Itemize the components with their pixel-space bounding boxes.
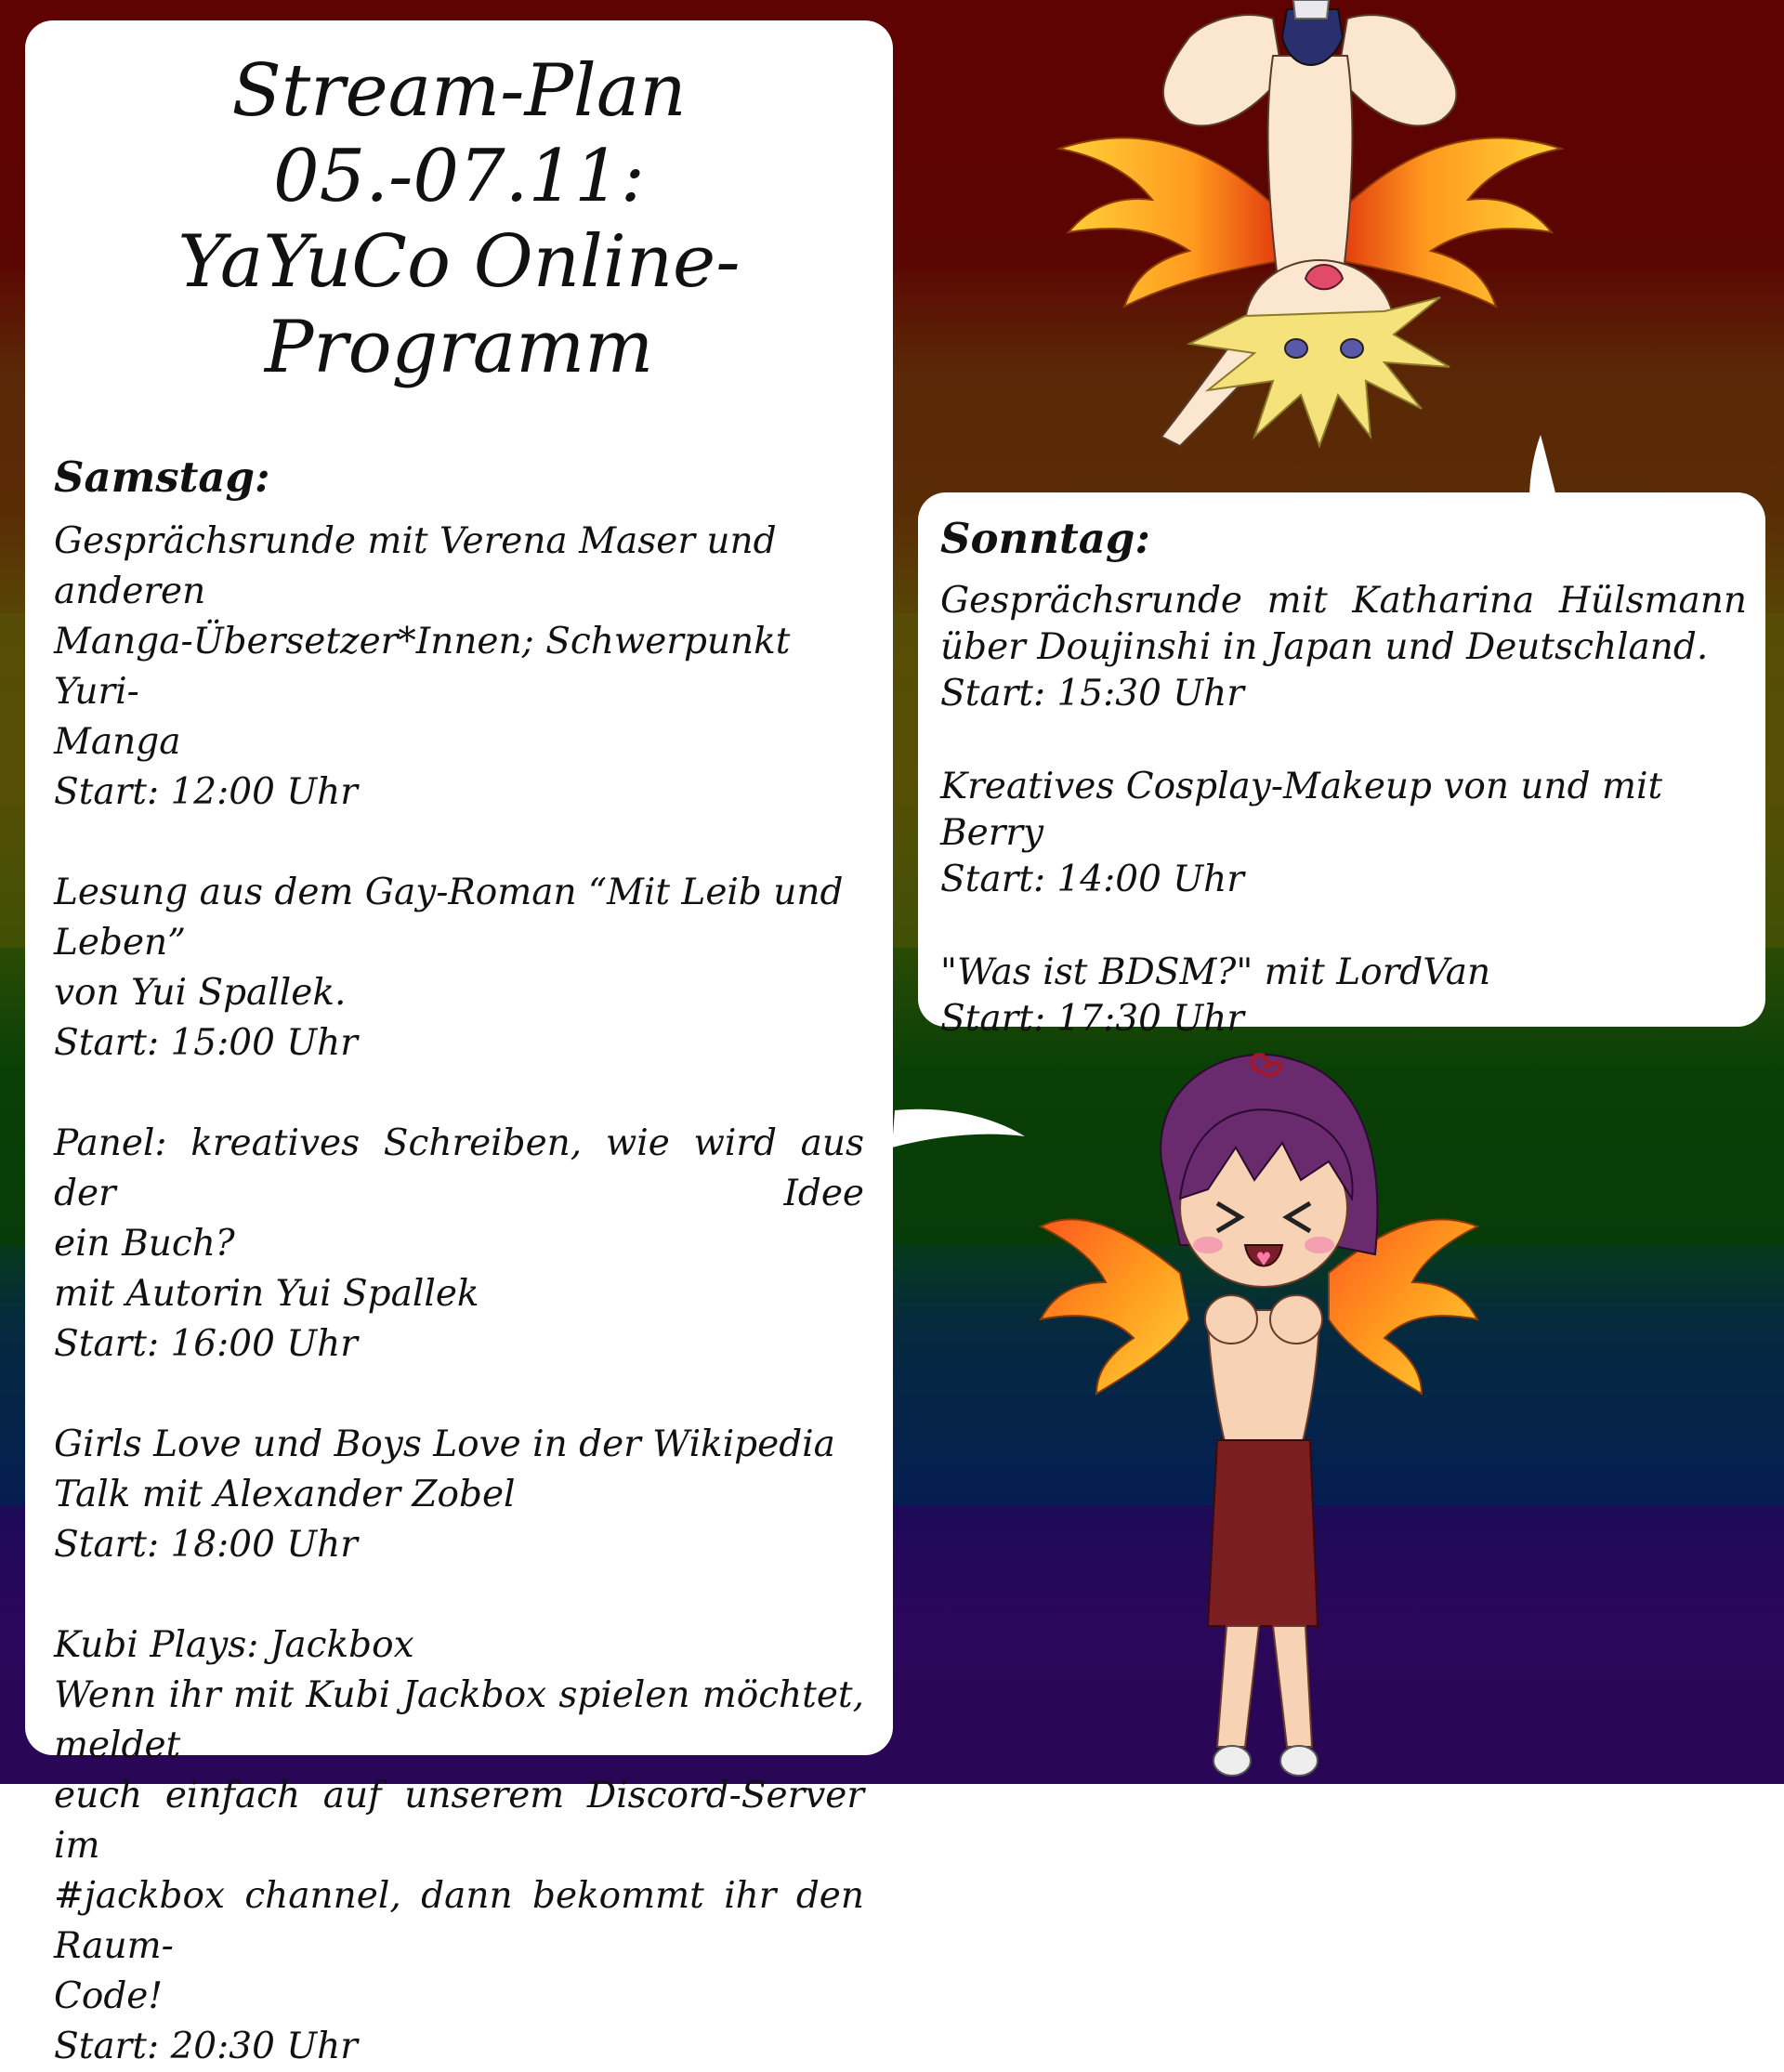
schedule-bubble-left xyxy=(25,20,893,2067)
title-line-2: YaYuCo Online- xyxy=(177,220,741,304)
title-line-3: Programm xyxy=(264,306,654,389)
event-line: Kubi Plays: Jackbox xyxy=(54,1624,414,1666)
title-line-1: Stream-Plan 05.-07.11: xyxy=(231,49,687,218)
event-line: Code! xyxy=(54,1975,164,2017)
event-line: Manga-Übersetzer*Innen; Schwerpunkt Yuri- xyxy=(54,621,791,713)
event-line: Gesprächsrunde mit Katharina Hülsmann xyxy=(940,580,1747,622)
speech-bubble-tail-left xyxy=(887,1101,1027,1157)
samstag-event xyxy=(54,1119,864,1370)
schedule-bubble-right xyxy=(918,492,1765,1040)
sonntag-event xyxy=(940,764,1747,903)
event-line: über Doujinshi in Japan und Deutschland. xyxy=(940,626,1709,668)
event-start-time: Start: 12:00 Uhr xyxy=(54,771,358,813)
event-line: Talk mit Alexander Zobel xyxy=(54,1474,516,1515)
event-start-time: Start: 14:00 Uhr xyxy=(940,859,1244,900)
character-upside-down-illustration xyxy=(1050,0,1570,483)
event-line: Manga xyxy=(54,721,181,763)
event-start-time: Start: 15:00 Uhr xyxy=(54,1022,358,1064)
event-line: #jackbox channel, dann bekommt ihr den Raum- xyxy=(54,1875,864,1967)
event-line: Kreatives Cosplay-Makeup von und mit Berry xyxy=(940,766,1663,854)
event-line: mit Autorin Yui Spallek xyxy=(54,1273,479,1315)
page-title xyxy=(54,48,864,390)
event-start-time: Start: 17:30 Uhr xyxy=(940,998,1244,1040)
samstag-heading: Samstag: xyxy=(54,452,270,502)
event-line: "Was ist BDSM?" mit LordVan xyxy=(940,951,1491,993)
speech-bubble-tail-top xyxy=(1524,427,1561,502)
samstag-event xyxy=(54,1620,864,2072)
samstag-event xyxy=(54,868,864,1069)
event-line: Girls Love und Boys Love in der Wikipedia xyxy=(54,1423,835,1465)
sonntag-event xyxy=(940,950,1747,1043)
event-line: euch einfach auf unserem Discord-Server im xyxy=(54,1775,864,1867)
event-line: Lesung aus dem Gay-Roman “Mit Leib und Leben” xyxy=(54,872,844,964)
sonntag-heading: Sonntag: xyxy=(940,514,1150,563)
event-line: Gesprächsrunde mit Verena Maser und anderen xyxy=(54,520,777,612)
samstag-event xyxy=(54,1420,864,1570)
event-line: ein Buch? xyxy=(54,1223,235,1265)
event-line: Wenn ihr mit Kubi Jackbox spielen möchtet, meldet xyxy=(54,1674,864,1766)
event-start-time: Start: 15:30 Uhr xyxy=(940,673,1244,715)
event-line: von Yui Spallek. xyxy=(54,972,347,1014)
samstag-event xyxy=(54,517,864,818)
event-line: Panel: kreatives Schreiben, wie wird aus der Idee xyxy=(54,1122,864,1214)
event-start-time: Start: 16:00 Uhr xyxy=(54,1323,358,1365)
event-start-time: Start: 18:00 Uhr xyxy=(54,1524,358,1566)
sonntag-event xyxy=(940,578,1747,717)
character-happy-illustration xyxy=(1022,1041,1505,1784)
event-start-time: Start: 20:30 Uhr xyxy=(54,2026,358,2067)
